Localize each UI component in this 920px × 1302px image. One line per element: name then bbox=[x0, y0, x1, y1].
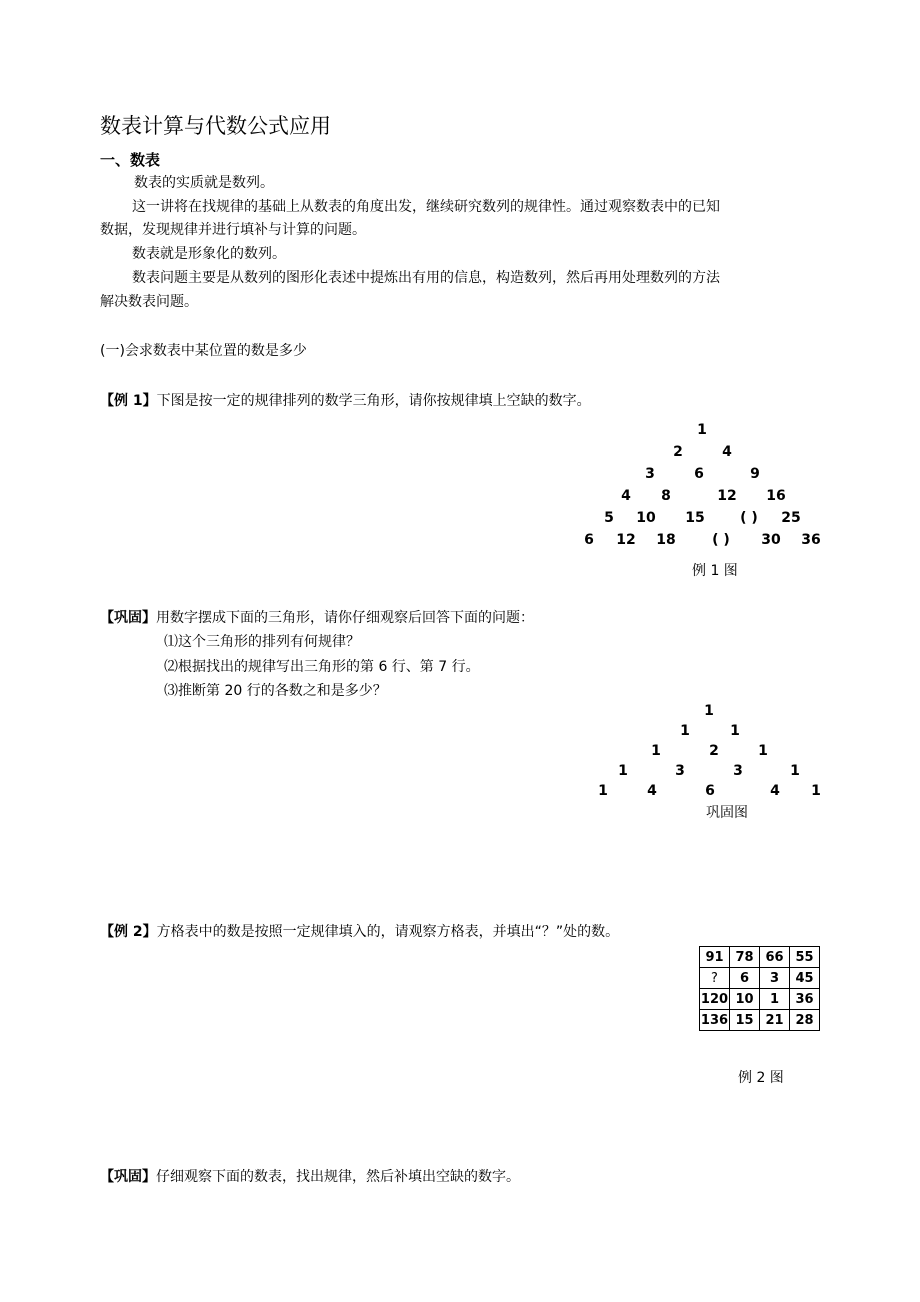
triangle-blank: ( ) bbox=[740, 510, 758, 526]
example-tag: 【例 1】 bbox=[100, 393, 157, 409]
triangle-cell: 12 bbox=[717, 488, 737, 504]
grid-cell: 78 bbox=[730, 947, 760, 968]
grid-cell: 28 bbox=[790, 1010, 820, 1031]
grid-cell: 120 bbox=[700, 989, 730, 1010]
grid-cell: 91 bbox=[700, 947, 730, 968]
practice-tag: 【巩固】 bbox=[100, 610, 156, 626]
triangle-cell: 36 bbox=[801, 532, 821, 548]
triangle-cell: 4 bbox=[770, 783, 780, 799]
triangle-cell: 18 bbox=[656, 532, 676, 548]
triangle-cell: 9 bbox=[750, 466, 760, 482]
practice-text: 用数字摆成下面的三角形，请你仔细观察后回答下面的问题： bbox=[156, 610, 534, 626]
triangle-cell: 12 bbox=[616, 532, 636, 548]
grid-row bbox=[700, 968, 820, 989]
figure-caption: 例 2 图 bbox=[738, 1070, 784, 1086]
page-title: 数表计算与代数公式应用 bbox=[100, 114, 331, 138]
triangle-cell: 8 bbox=[661, 488, 671, 504]
practice-text: 仔细观察下面的数表，找出规律，然后补填出空缺的数字。 bbox=[156, 1169, 520, 1185]
figure-caption: 巩固图 bbox=[706, 805, 748, 821]
triangle-cell: 1 bbox=[790, 763, 800, 779]
grid-cell: 66 bbox=[760, 947, 790, 968]
triangle-cell: 6 bbox=[705, 783, 715, 799]
paragraph: 这一讲将在找规律的基础上从数表的角度出发，继续研究数列的规律性。通过观察数表中的已知 bbox=[132, 199, 720, 215]
triangle-cell: 3 bbox=[675, 763, 685, 779]
paragraph: 数表问题主要是从数列的图形化表述中提炼出有用的信息，构造数列，然后再用处理数列的方法 bbox=[132, 270, 720, 286]
triangle-cell: 1 bbox=[704, 703, 714, 719]
subsection-heading: (一)会求数表中某位置的数是多少 bbox=[100, 343, 307, 359]
triangle-cell: 10 bbox=[636, 510, 656, 526]
example-tag: 【例 2】 bbox=[100, 924, 157, 940]
triangle-cell: 1 bbox=[730, 723, 740, 739]
grid-cell: 21 bbox=[760, 1010, 790, 1031]
triangle-cell: 4 bbox=[647, 783, 657, 799]
triangle-cell: 1 bbox=[651, 743, 661, 759]
section-heading: 一、数表 bbox=[100, 151, 161, 169]
sub-question: ⑶推断第 20 行的各数之和是多少？ bbox=[164, 683, 387, 699]
grid-row bbox=[700, 1010, 820, 1031]
triangle-cell: 2 bbox=[673, 444, 683, 460]
triangle-cell: 6 bbox=[694, 466, 704, 482]
triangle-cell: 5 bbox=[604, 510, 614, 526]
practice-tag: 【巩固】 bbox=[100, 1169, 156, 1185]
triangle-cell: 25 bbox=[781, 510, 801, 526]
grid-cell: 55 bbox=[790, 947, 820, 968]
grid-cell: 10 bbox=[730, 989, 760, 1010]
example-1-question bbox=[100, 390, 591, 412]
triangle-cell: 1 bbox=[811, 783, 821, 799]
paragraph: 数据，发现规律并进行填补与计算的问题。 bbox=[100, 222, 366, 238]
grid-cell: 6 bbox=[730, 968, 760, 989]
grid-cell-unknown: ? bbox=[700, 968, 730, 989]
grid-row bbox=[700, 989, 820, 1010]
grid-cell: 136 bbox=[700, 1010, 730, 1031]
grid-cell: 45 bbox=[790, 968, 820, 989]
grid-cell: 3 bbox=[760, 968, 790, 989]
grid-cell: 15 bbox=[730, 1010, 760, 1031]
triangle-cell: 3 bbox=[645, 466, 655, 482]
triangle-cell: 1 bbox=[758, 743, 768, 759]
example-2-question bbox=[100, 921, 619, 943]
practice-1-question bbox=[100, 607, 534, 629]
sub-question: ⑵根据找出的规律写出三角形的第 6 行、第 7 行。 bbox=[164, 659, 480, 675]
triangle-cell: 3 bbox=[733, 763, 743, 779]
triangle-cell: 30 bbox=[761, 532, 781, 548]
triangle-cell: 1 bbox=[680, 723, 690, 739]
triangle-cell: 1 bbox=[697, 422, 707, 438]
grid-row bbox=[700, 947, 820, 968]
triangle-cell: 1 bbox=[598, 783, 608, 799]
triangle-cell: 4 bbox=[621, 488, 631, 504]
triangle-cell: 16 bbox=[766, 488, 786, 504]
triangle-cell: 4 bbox=[722, 444, 732, 460]
example-text: 方格表中的数是按照一定规律填入的，请观察方格表，并填出“？”处的数。 bbox=[156, 924, 620, 940]
paragraph: 解决数表问题。 bbox=[100, 294, 198, 310]
paragraph: 数表的实质就是数列。 bbox=[134, 175, 274, 191]
sub-question: ⑴这个三角形的排列有何规律？ bbox=[164, 634, 360, 650]
example-text: 下图是按一定的规律排列的数学三角形，请你按规律填上空缺的数字。 bbox=[156, 393, 591, 409]
triangle-cell: 2 bbox=[709, 743, 719, 759]
practice-2-question bbox=[100, 1166, 520, 1188]
triangle-cell: 1 bbox=[618, 763, 628, 779]
figure-caption: 例 1 图 bbox=[692, 563, 738, 579]
grid-cell: 36 bbox=[790, 989, 820, 1010]
triangle-cell: 6 bbox=[584, 532, 594, 548]
triangle-cell: 15 bbox=[685, 510, 705, 526]
paragraph: 数表就是形象化的数列。 bbox=[132, 246, 286, 262]
grid-cell: 1 bbox=[760, 989, 790, 1010]
triangle-blank: ( ) bbox=[712, 532, 730, 548]
number-grid bbox=[699, 946, 820, 1031]
